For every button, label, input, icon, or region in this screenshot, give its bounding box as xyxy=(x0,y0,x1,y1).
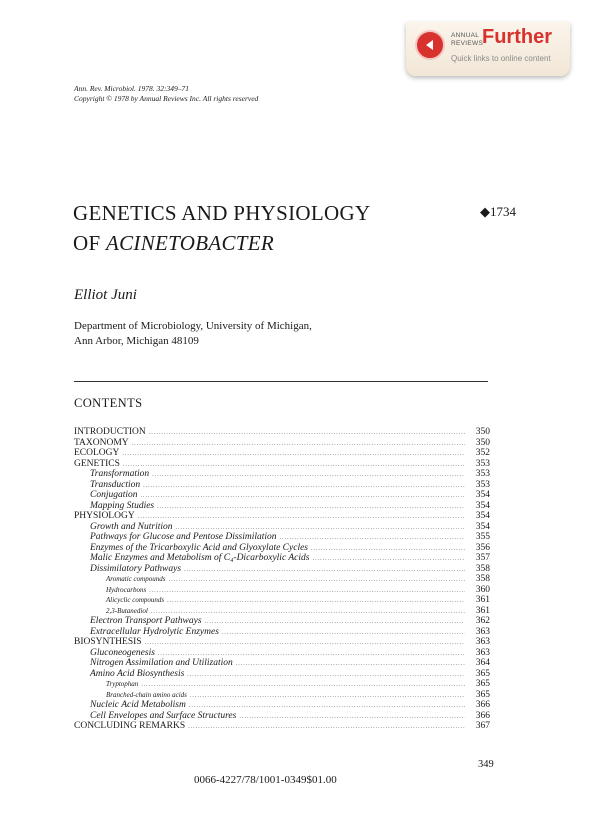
toc-entry[interactable] xyxy=(74,564,490,575)
toc-entry-label: INTRODUCTION xyxy=(74,427,146,437)
toc-entry-label: ECOLOGY xyxy=(74,448,120,458)
toc-entry-label: 2,3-Butanediol xyxy=(106,606,148,615)
toc-leader-dots xyxy=(149,428,465,439)
toc-entry[interactable] xyxy=(74,648,490,659)
toc-entry-page: 366 xyxy=(475,700,490,710)
toc-entry-page: 362 xyxy=(475,616,490,626)
article-code: 0066-4227/78/1001-0349$01.00 xyxy=(194,774,337,786)
toc-entry-page: 350 xyxy=(475,437,490,448)
citation xyxy=(74,84,258,104)
toc-entry-page: 354 xyxy=(475,521,490,532)
toc-entry[interactable] xyxy=(74,637,490,648)
toc-entry[interactable] xyxy=(74,459,490,470)
badge-annual-text: ANNUAL xyxy=(451,32,480,39)
toc-entry-page: 356 xyxy=(475,542,490,553)
toc-leader-dots xyxy=(205,617,465,628)
toc-leader-dots xyxy=(141,680,465,691)
toc-entry[interactable] xyxy=(74,511,490,522)
toc-leader-dots xyxy=(143,481,465,492)
toc-entry-page: 353 xyxy=(475,479,490,490)
author-affiliation xyxy=(74,319,312,349)
toc-entry-label: Nitrogen Assimilation and Utilization xyxy=(90,658,233,668)
toc-entry-page: 353 xyxy=(475,458,490,469)
toc-leader-dots xyxy=(122,449,465,460)
toc-entry-label: Transformation xyxy=(90,469,150,479)
toc-entry-label: Tryptophan xyxy=(106,680,139,688)
toc-entry[interactable] xyxy=(74,658,490,669)
toc-leader-dots xyxy=(152,470,465,481)
toc-entry[interactable] xyxy=(74,700,490,711)
toc-entry-label: Electron Transport Pathways xyxy=(90,616,202,626)
toc-leader-dots xyxy=(187,670,465,681)
toc-entry-label: Dissimilatory Pathways xyxy=(90,563,182,574)
table-of-contents xyxy=(74,427,490,732)
toc-leader-dots xyxy=(167,596,465,607)
toc-leader-dots xyxy=(141,491,465,502)
toc-entry[interactable] xyxy=(74,669,490,680)
toc-leader-dots xyxy=(168,575,465,586)
title-line-2-italic: ACINETOBACTER xyxy=(106,231,275,255)
toc-entry[interactable] xyxy=(74,501,490,512)
toc-entry[interactable] xyxy=(74,469,490,480)
toc-leader-dots xyxy=(132,439,465,450)
toc-entry-label: Nucleic Acid Metabolism xyxy=(90,700,186,710)
toc-entry-page: 365 xyxy=(475,679,490,689)
toc-entry[interactable] xyxy=(74,553,490,564)
annual-reviews-further-link[interactable] xyxy=(406,22,570,76)
title-line-1: GENETICS AND PHYSIOLOGY xyxy=(73,201,371,225)
toc-entry-label: Transduction xyxy=(90,479,141,490)
toc-leader-dots xyxy=(236,659,465,670)
toc-entry[interactable] xyxy=(74,427,490,438)
toc-entry-label: Malic Enzymes and Metabolism of C₄-Dicarboxylic Acids xyxy=(90,553,310,563)
toc-entry-label: Alicyclic compounds xyxy=(106,596,165,604)
toc-entry-label: Amino Acid Biosynthesis xyxy=(90,668,185,679)
toc-entry-label: Growth and Nutrition xyxy=(90,521,173,532)
affiliation-line-2: Ann Arbor, Michigan 48109 xyxy=(74,335,199,347)
badge-subtitle: Quick links to online content xyxy=(451,54,551,63)
divider xyxy=(74,381,488,382)
toc-entry-page: 357 xyxy=(475,553,490,563)
toc-entry-page: 358 xyxy=(475,563,490,574)
toc-entry-page: 367 xyxy=(475,721,490,731)
toc-entry-label: PHYSIOLOGY xyxy=(74,511,135,521)
toc-entry[interactable] xyxy=(74,522,490,533)
article-title xyxy=(73,198,370,258)
toc-entry-label: Enzymes of the Tricarboxylic Acid and Glyoxylate Cycles xyxy=(90,542,309,553)
toc-entry-label: Gluconeogenesis xyxy=(90,647,155,658)
toc-entry-page: 364 xyxy=(475,658,490,668)
toc-entry[interactable] xyxy=(74,480,490,491)
toc-leader-dots xyxy=(239,712,465,723)
contents-heading: CONTENTS xyxy=(74,396,143,410)
toc-leader-dots xyxy=(145,638,465,649)
toc-leader-dots xyxy=(190,691,465,702)
citation-line-2: Copyright © 1978 by Annual Reviews Inc. All rights reserved xyxy=(74,94,259,103)
toc-entry-label: CONCLUDING REMARKS xyxy=(74,721,186,731)
toc-entry-page: 354 xyxy=(475,511,490,521)
toc-leader-dots xyxy=(188,722,465,733)
toc-leader-dots xyxy=(222,628,465,639)
badge-further-text: Further xyxy=(482,26,552,48)
toc-entry[interactable] xyxy=(74,438,490,449)
toc-entry-label: Hydrocarbons xyxy=(106,585,147,594)
toc-entry-label: Pathways for Glucose and Pentose Dissimilation xyxy=(90,532,277,542)
toc-entry-page: 361 xyxy=(475,605,490,616)
toc-entry-label: GENETICS xyxy=(74,458,120,469)
toc-entry-page: 360 xyxy=(475,584,490,595)
toc-entry-page: 365 xyxy=(475,668,490,679)
badge-reviews-text: REVIEWS xyxy=(451,40,484,47)
toc-entry[interactable] xyxy=(74,448,490,459)
toc-entry-label: Conjugation xyxy=(90,490,138,500)
toc-entry-page: 354 xyxy=(475,500,490,511)
toc-leader-dots xyxy=(311,544,465,555)
toc-entry-page: 358 xyxy=(475,574,490,584)
toc-entry-label: Mapping Studies xyxy=(90,500,155,511)
toc-entry[interactable] xyxy=(74,585,490,596)
toc-entry[interactable] xyxy=(74,616,490,627)
toc-entry-label: Aromatic compounds xyxy=(106,575,166,583)
toc-entry-page: 361 xyxy=(475,595,490,605)
toc-entry-label: Cell Envelopes and Surface Structures xyxy=(90,710,237,721)
affiliation-line-1: Department of Microbiology, University of Michigan, xyxy=(74,320,312,332)
article-number: ◆1734 xyxy=(480,204,516,219)
toc-entry-page: 355 xyxy=(475,532,490,542)
toc-entry-page: 363 xyxy=(475,647,490,658)
toc-entry-label: Extracellular Hydrolytic Enzymes xyxy=(90,626,219,637)
title-line-2 xyxy=(73,228,370,258)
toc-leader-dots xyxy=(157,502,465,513)
toc-entry[interactable] xyxy=(74,679,490,690)
citation-line-1: Ann. Rev. Microbiol. 1978. 32:349–71 xyxy=(74,84,189,93)
toc-entry[interactable] xyxy=(74,595,490,606)
toc-entry-page: 365 xyxy=(475,689,490,700)
toc-entry-page: 352 xyxy=(475,448,490,458)
author-name: Elliot Juni xyxy=(74,287,137,303)
toc-entry[interactable] xyxy=(74,690,490,701)
toc-entry[interactable] xyxy=(74,490,490,501)
toc-leader-dots xyxy=(123,460,465,471)
page-number: 349 xyxy=(478,759,494,770)
toc-entry-label: Branched-chain amino acids xyxy=(106,690,187,699)
toc-entry-page: 354 xyxy=(475,490,490,500)
toc-entry-page: 350 xyxy=(475,427,490,437)
play-icon xyxy=(415,30,445,60)
toc-entry[interactable] xyxy=(74,532,490,543)
toc-entry-label: BIOSYNTHESIS xyxy=(74,637,142,647)
toc-leader-dots xyxy=(149,586,465,597)
toc-leader-dots xyxy=(312,554,465,565)
toc-entry-label: TAXONOMY xyxy=(74,437,129,448)
toc-entry[interactable] xyxy=(74,606,490,617)
toc-entry-page: 353 xyxy=(475,469,490,479)
toc-leader-dots xyxy=(138,512,465,523)
title-line-2-prefix: OF xyxy=(73,231,106,255)
toc-entry[interactable] xyxy=(74,721,490,732)
toc-entry-page: 363 xyxy=(475,637,490,647)
toc-entry-page: 366 xyxy=(475,710,490,721)
toc-entry[interactable] xyxy=(74,574,490,585)
toc-entry[interactable] xyxy=(74,711,490,722)
toc-entry[interactable] xyxy=(74,543,490,554)
toc-entry[interactable] xyxy=(74,627,490,638)
toc-entry-page: 363 xyxy=(475,626,490,637)
toc-leader-dots xyxy=(184,565,465,576)
